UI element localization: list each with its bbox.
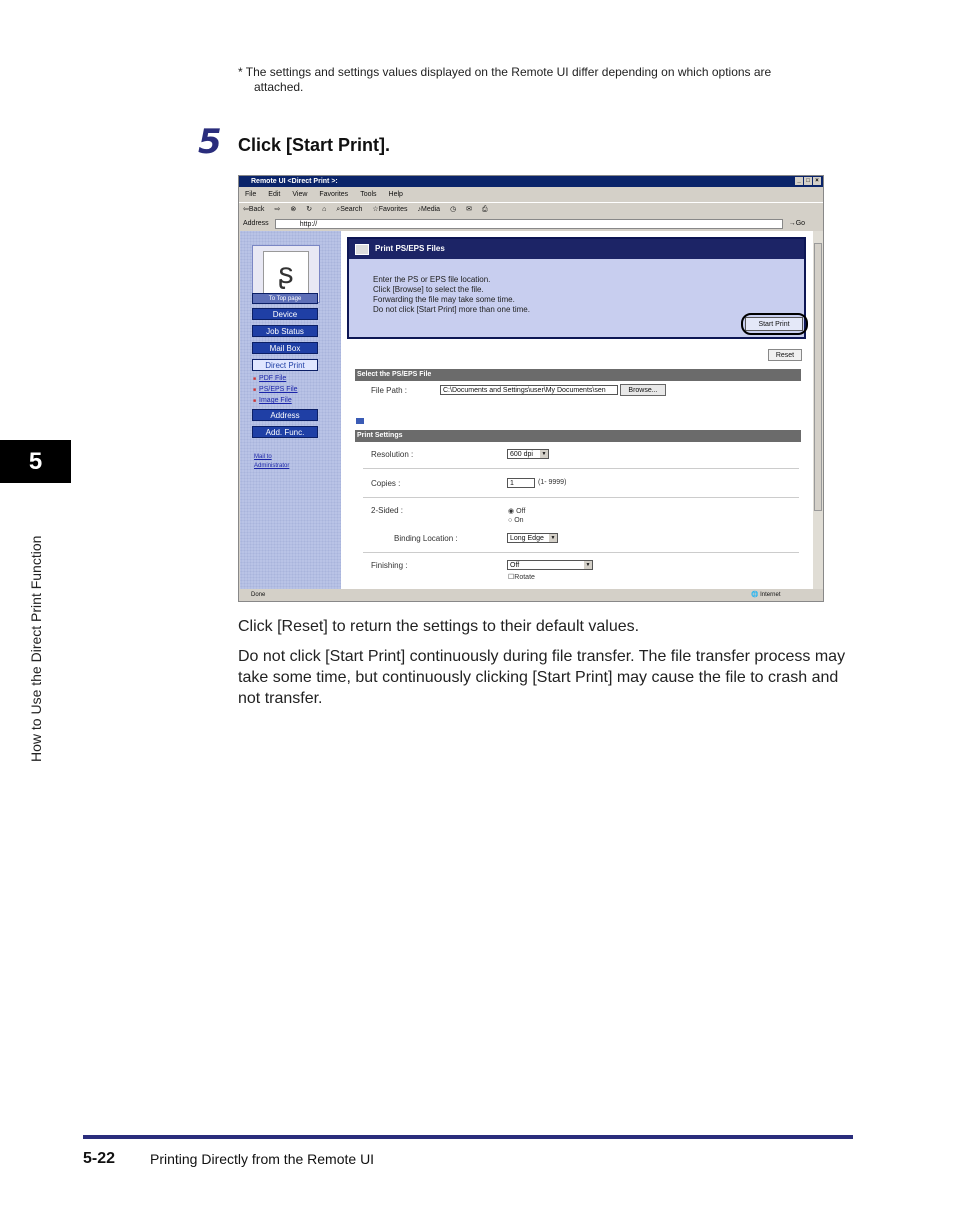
refresh-icon[interactable]: ↻ [306,206,313,213]
note-line-2: attached. [254,80,304,94]
reset-button[interactable]: Reset [768,349,802,361]
address-bar [239,217,823,230]
panel-header [349,239,804,259]
mail-icon[interactable]: ✉ [466,206,473,213]
internet-zone: 🌐 Internet [751,592,781,598]
close-icon[interactable]: × [813,177,821,185]
browser-statusbar [239,590,823,601]
window-controls [795,177,821,185]
settings-divider [363,552,799,553]
status-text: Done [251,592,266,598]
browser-titlebar [239,176,823,187]
left-navigation [240,231,341,589]
binding-location-select[interactable] [507,533,558,543]
step-number: 5 [198,122,222,162]
two-sided-off-label: Off [516,508,526,515]
favorites-button[interactable]: ☆Favorites [372,206,408,213]
mail-box-button[interactable]: Mail Box [252,342,318,354]
side-chapter-title: How to Use the Direct Print Function [28,535,44,762]
copies-label: Copies : [371,479,401,488]
binding-location-value: Long Edge [510,535,544,542]
back-button[interactable]: ⇦Back [243,206,265,213]
address-input[interactable]: http:// [275,219,783,229]
file-path-input[interactable]: C:\Documents and Settings\user\My Documents\sen [440,385,618,395]
printer-icon [355,244,369,255]
favorites-label: Favorites [378,206,408,213]
chevron-down-icon: ▼ [541,451,547,457]
ps-eps-file-link[interactable]: ■ PS/EPS File [253,386,298,393]
panel-instructions [373,275,530,315]
note-line-1: * The settings and settings values displayed on the Remote UI differ depending on which options are [238,65,772,79]
print-settings-header: Print Settings [355,430,801,442]
administrator-label: Administrator [254,463,290,469]
print-icon[interactable]: ⎙ [482,206,488,213]
mail-to-label: Mail to [254,454,272,460]
job-status-button[interactable]: Job Status [252,325,318,337]
chapter-tab: 5 [0,440,71,483]
panel-title: Print PS/EPS Files [375,244,445,253]
caution-paragraph: Do not click [Start Print] continuously during file transfer. The file transfer process may take some time, but continuously clicking [Start Print] may cause the file to crash and not transfer. [238,648,846,707]
forward-icon[interactable]: ⇨ [274,206,281,213]
start-print-highlight [741,313,808,335]
menu-tools[interactable]: Tools [360,191,377,198]
two-sided-off-radio[interactable]: ◉ Off [508,508,526,515]
main-area [347,237,809,587]
minimize-icon[interactable]: _ [795,177,803,185]
finishing-select[interactable] [507,560,593,570]
browse-button[interactable]: Browse... [620,384,666,396]
address-button[interactable]: Address [252,409,318,421]
instruction-line-1: Enter the PS or EPS file location. [373,275,491,284]
media-button[interactable]: ♪Media [417,206,441,213]
resolution-value: 600 dpi [510,451,533,458]
device-button[interactable]: Device [252,308,318,320]
print-ps-eps-panel [347,237,806,339]
browser-title: Remote UI <Direct Print >: [251,178,338,185]
zone-label: Internet [760,592,781,598]
history-icon[interactable]: ◷ [450,206,457,213]
instruction-line-2: Click [Browse] to select the file. [373,285,484,294]
finishing-value: Off [510,562,520,569]
step-heading: Click [Start Print]. [238,135,391,155]
menu-favorites[interactable]: Favorites [319,191,349,198]
resolution-select[interactable] [507,449,549,459]
image-file-link[interactable]: ■ Image File [253,397,292,404]
menu-file[interactable]: File [245,191,257,198]
chevron-down-icon: ▼ [550,535,556,541]
instruction-line-3: Forwarding the file may take some time. [373,295,515,304]
vertical-scrollbar[interactable] [813,231,823,589]
mail-to-admin-link[interactable] [254,453,289,471]
device-logo-icon: ʂ [263,251,309,297]
add-func-button[interactable]: Add. Func. [252,426,318,438]
search-label: Search [340,206,363,213]
home-icon[interactable]: ⌂ [322,206,327,213]
finishing-label: Finishing : [371,561,408,570]
two-sided-on-radio[interactable]: ○ On [508,517,524,524]
maximize-icon[interactable]: □ [804,177,812,185]
start-print-button[interactable]: Start Print [745,317,803,331]
pdf-file-link[interactable]: ■ PDF File [253,375,286,382]
footer-rule [83,1135,853,1139]
rotate-label: Rotate [514,574,535,581]
footer-title: Printing Directly from the Remote UI [150,1151,375,1167]
page-up-icon[interactable] [356,418,364,424]
copies-input[interactable]: 1 [507,478,535,488]
reset-paragraph: Click [Reset] to return the settings to their default values. [238,618,640,635]
search-button[interactable]: ⌕Search [336,206,363,213]
page-number: 5-22 [83,1150,116,1167]
select-file-header: Select the PS/EPS File [355,369,801,381]
file-path-label: File Path : [371,386,408,395]
two-sided-label: 2-Sided : [371,506,404,515]
binding-location-label: Binding Location : [394,534,458,543]
direct-print-button[interactable]: Direct Print [252,359,318,371]
resolution-label: Resolution : [371,450,414,459]
two-sided-on-label: On [514,517,524,524]
go-button[interactable]: →Go [788,220,806,227]
menu-view[interactable]: View [292,191,308,198]
settings-divider [363,497,799,498]
page-content [240,231,823,589]
scrollbar-thumb[interactable] [814,243,822,511]
browser-toolbar [239,202,823,216]
menu-help[interactable]: Help [388,191,403,198]
chevron-down-icon: ▼ [585,562,591,568]
copies-range: (1- 9999) [538,479,567,486]
to-top-page-button[interactable]: To Top page [252,293,318,304]
stop-icon[interactable]: ⊗ [290,206,297,213]
media-label: Media [420,206,441,213]
back-label: Back [248,206,265,213]
browser-menubar [239,188,823,201]
rotate-checkbox[interactable]: ☐Rotate [508,574,535,581]
settings-divider [363,468,799,469]
menu-edit[interactable]: Edit [268,191,281,198]
address-label: Address [243,220,269,227]
remote-ui-screenshot [238,175,824,602]
instruction-line-4: Do not click [Start Print] more than one time. [373,305,530,314]
go-label: Go [795,220,806,227]
options-note [238,65,848,95]
